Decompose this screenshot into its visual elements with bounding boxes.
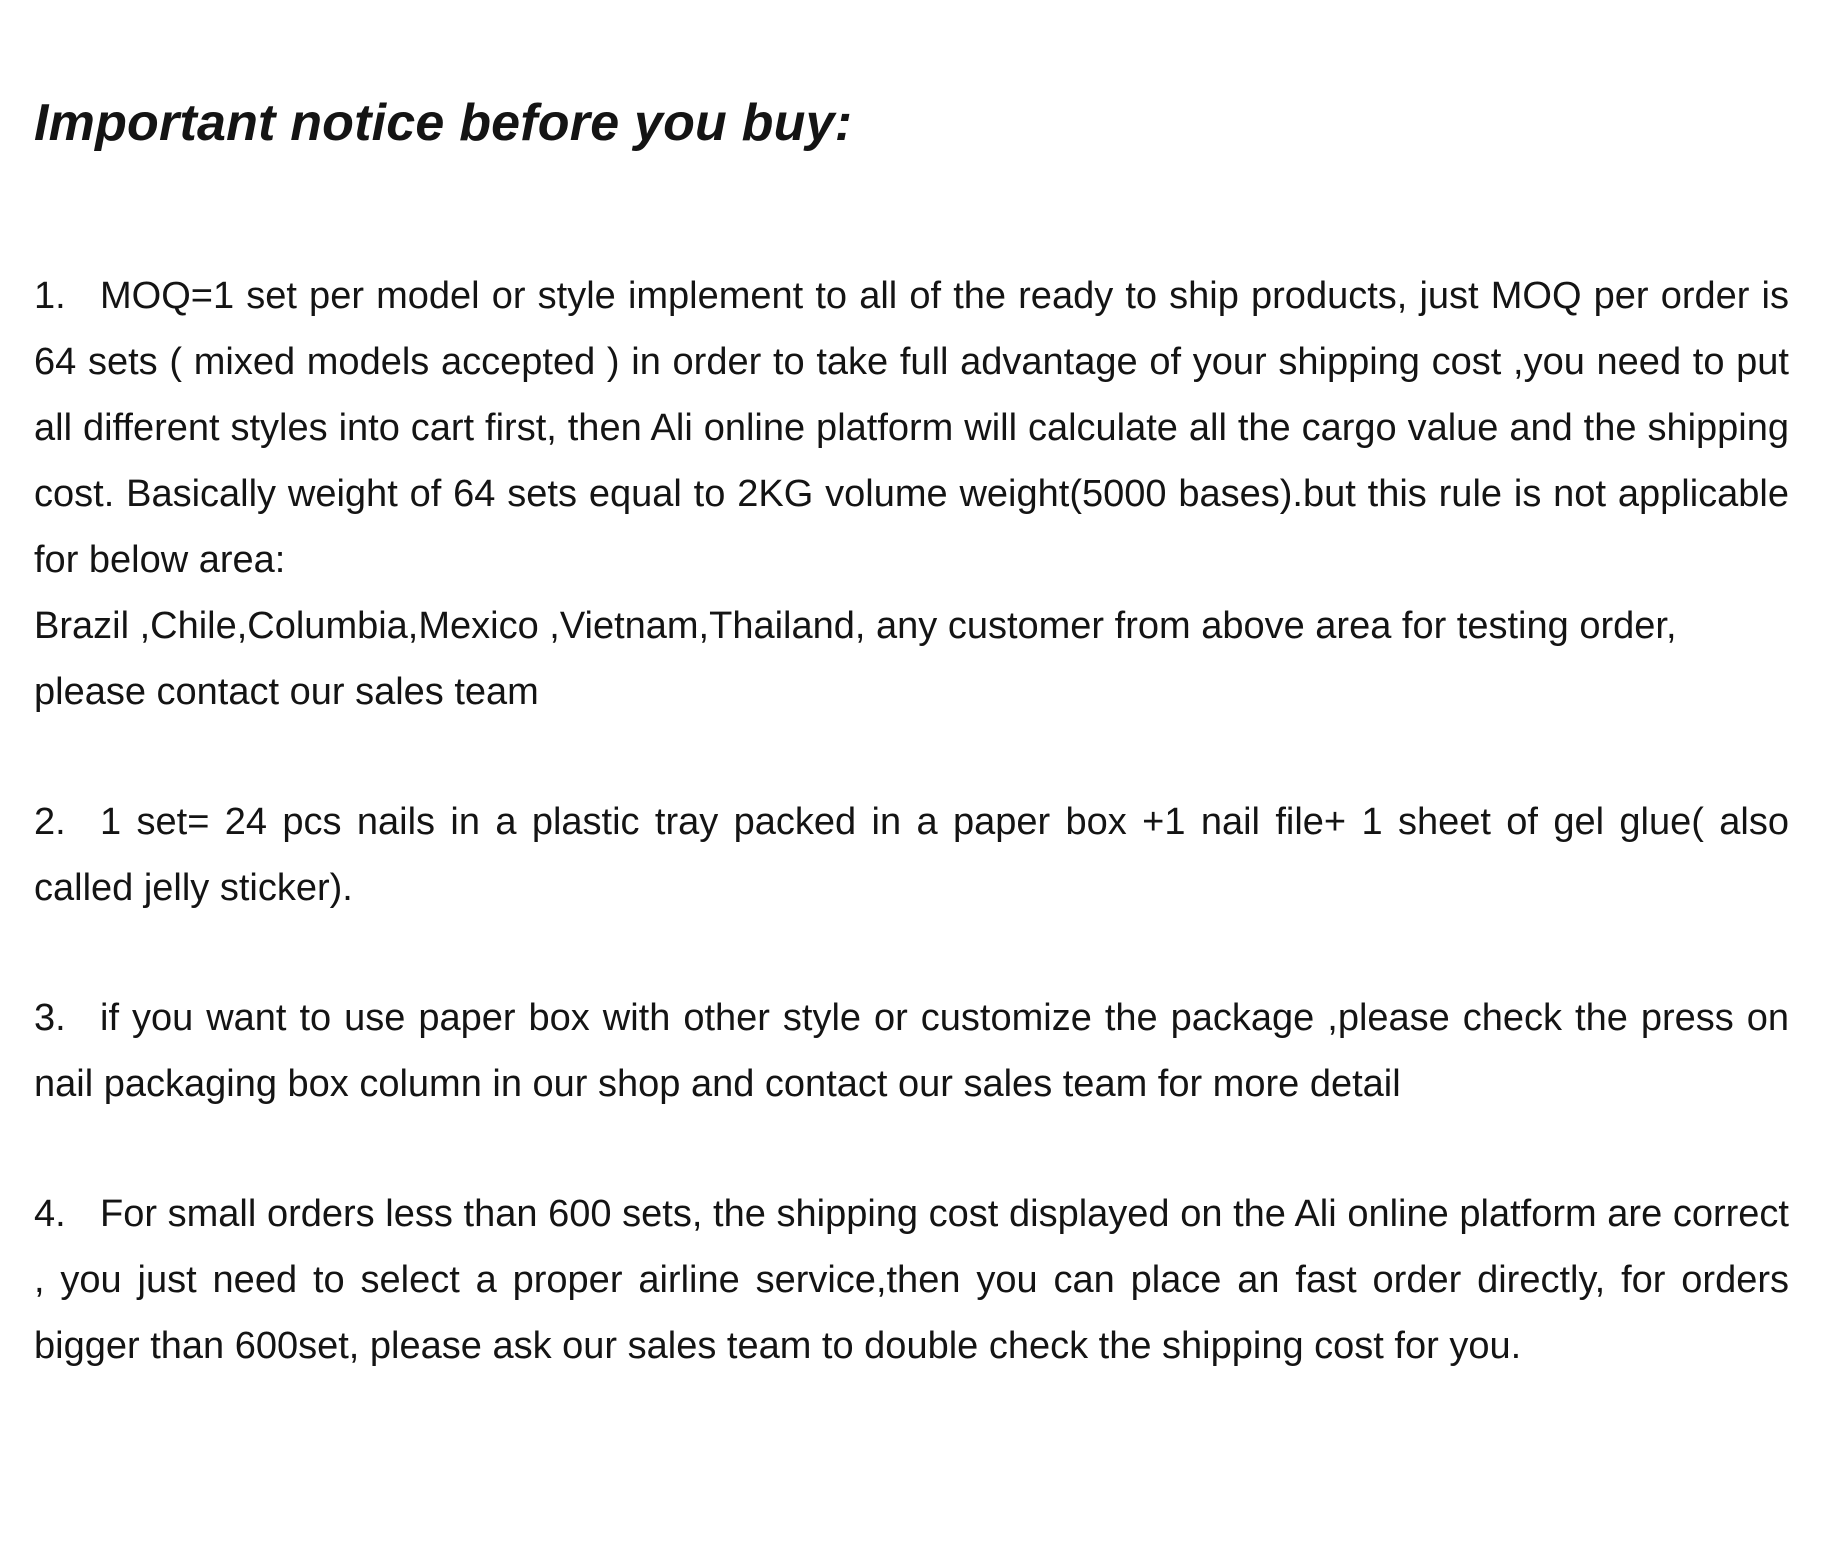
item-number: 2.	[34, 801, 66, 843]
item-text: if you want to use paper box with other style or customize the package ,please check the press on nail packaging box column in our shop and contact our sales team for more detail	[34, 997, 1789, 1105]
notice-item-1-areas: Brazil ,Chile,Columbia,Mexico ,Vietnam,Thailand, any customer from above area for testing order, please contact our sales team	[34, 605, 1677, 713]
page-title: Important notice before you buy:	[34, 94, 853, 152]
item-text: MOQ=1 set per model or style implement to all of the ready to ship products, just MOQ per order is 64 sets ( mixed models accepted ) in order to take full advantage of your shipping cost ,you need to put all different styles into cart first, then Ali online platform will calculate all the cargo value and the shipping cost. Basically weight of 64 sets equal to 2KG volume weight(5000 bases).but this rule is not applicable for below area:	[34, 275, 1789, 581]
item-number: 3.	[34, 997, 66, 1039]
notice-item-3	[34, 985, 1789, 1117]
notice-item-4	[34, 1181, 1789, 1379]
notice-item-2	[34, 789, 1789, 921]
item-number: 4.	[34, 1193, 66, 1235]
item-number: 1.	[34, 275, 66, 317]
notice-item-1	[34, 263, 1789, 593]
item-text: 1 set= 24 pcs nails in a plastic tray packed in a paper box +1 nail file+ 1 sheet of gel glue( also called jelly sticker).	[34, 801, 1789, 909]
item-text: For small orders less than 600 sets, the shipping cost displayed on the Ali online platform are correct , you just need to select a proper airline service,then you can place an fast order directly, for orders bigger than 600set, please ask our sales team to double check the shipping cost for you.	[34, 1193, 1789, 1367]
